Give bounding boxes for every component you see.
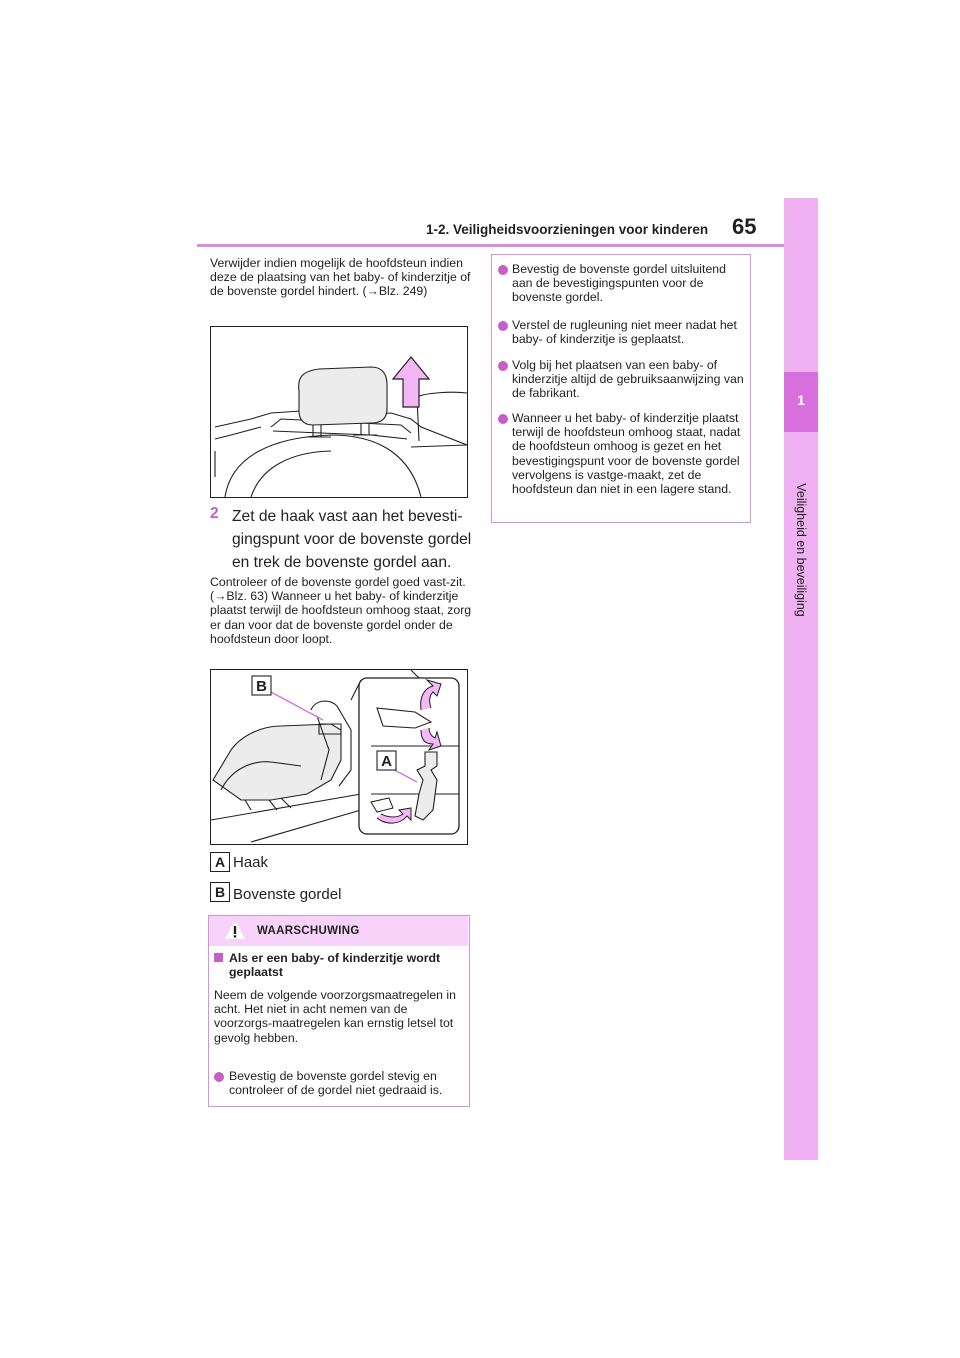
- top-tether-illustration: [210, 669, 468, 845]
- warning-title: WAARSCHUWING: [257, 925, 360, 937]
- label-b: B: [256, 678, 267, 695]
- legend-badge-b: B: [210, 882, 230, 902]
- header-rule: [197, 244, 784, 247]
- legend-text-a: Haak: [233, 854, 269, 871]
- precaution-item: Wanneer u het baby- of kinderzitje plaatst terwijl de hoofdsteun omhoog staat, nadat de hoofdsteun omhoog is gezet en het bevestigingspunt voor de bovenste gordel vervolgens is vastge-maakt, zet de hoofdsteun dan niet in een lagere stand.: [512, 411, 741, 497]
- headrest-drawing: [211, 327, 467, 497]
- chapter-number: 1: [797, 392, 805, 408]
- precaution-item: Bevestig de bovenste gordel uitsluitend aan de bevestigingspunten voor de bovenste gordel.: [512, 262, 726, 305]
- chapter-side-tab: [784, 198, 818, 1160]
- headrest-illustration: [210, 326, 468, 498]
- b-pointer: [271, 692, 323, 720]
- step-2-text: Zet de haak vast aan het bevesti-gingspunt voor de bovenste gordel en trek de bovenste gordel aan.: [232, 508, 472, 571]
- child-seat-drawing: [211, 670, 467, 844]
- bullet-dot-icon: [498, 361, 508, 371]
- precaution-item: Volg bij het plaatsen van een baby- of kinderzitje altijd de gebruiksaanwijzing van de fabrikant.: [512, 358, 744, 401]
- bullet-dot-icon: [214, 1072, 224, 1082]
- chapter-label: Veiligheid en beveiliging: [794, 483, 808, 617]
- square-bullet-icon: [214, 953, 223, 962]
- legend-text-b: Bovenste gordel: [233, 886, 342, 903]
- warning-bullet: Bevestig de bovenste gordel stevig en controleer of de gordel niet gedraaid is.: [229, 1069, 443, 1098]
- label-a: A: [381, 753, 392, 770]
- warning-paragraph: Neem de volgende voorzorgsmaatregelen in acht. Het niet in acht nemen van de voorzorgs-maatregelen kan ernstig letsel tot gevolg hebben.: [214, 988, 456, 1045]
- page-number: 65: [732, 214, 757, 239]
- warning-heading: Als er een baby- of kinderzitje wordt geplaatst: [229, 951, 441, 979]
- step-number: 2: [210, 505, 219, 522]
- bullet-dot-icon: [498, 414, 508, 424]
- precaution-item: Verstel de rugleuning niet meer nadat het baby- of kinderzitje is geplaatst.: [512, 318, 737, 347]
- bullet-dot-icon: [498, 265, 508, 275]
- warning-triangle-icon: [224, 920, 246, 940]
- intro-text: Verwijder indien mogelijk de hoofdsteun indien deze de plaatsing van het baby- of kinderzitje of de bovenste gordel hindert. (→Blz. 249): [210, 256, 471, 299]
- up-arrow-icon: [393, 357, 429, 407]
- check-text: Controleer of de bovenste gordel goed vast-zit. (→Blz. 63) Wanneer u het baby- of kinderzitje plaatst terwijl de hoofdsteun omhoog staat, zorg er dan voor dat de bovenste gordel onder de hoofdsteun door loopt.: [210, 575, 472, 646]
- legend-badge-a: A: [210, 852, 230, 872]
- bullet-dot-icon: [498, 321, 508, 331]
- section-title: 1-2. Veiligheidsvoorzieningen voor kinderen: [426, 222, 709, 237]
